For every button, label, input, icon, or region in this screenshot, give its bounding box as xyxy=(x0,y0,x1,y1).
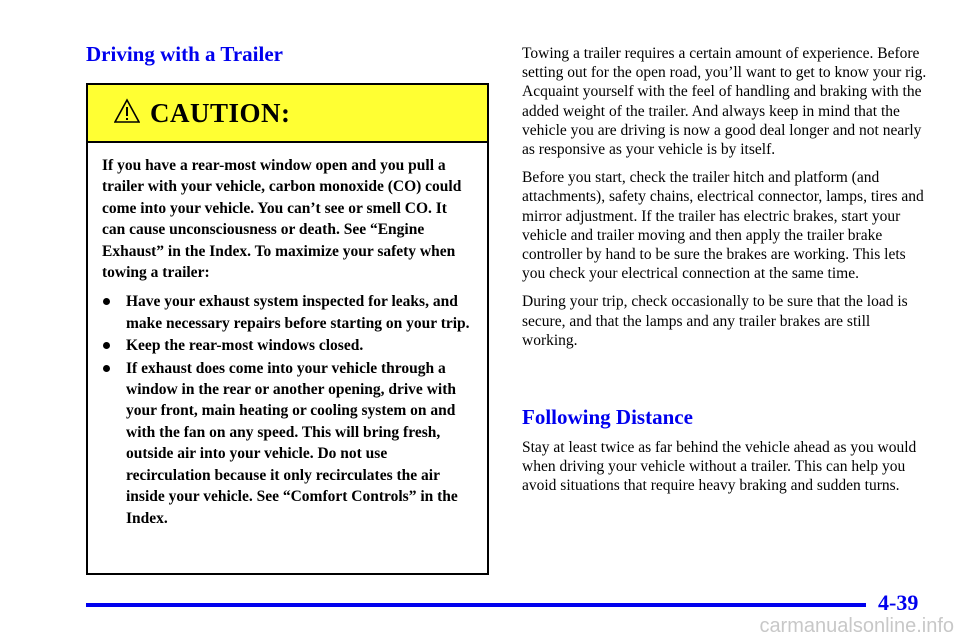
following-distance-title: Following Distance xyxy=(522,405,693,429)
warning-triangle-icon xyxy=(114,98,140,124)
list-item xyxy=(102,291,473,334)
watermark: carmanualsonline.info xyxy=(759,615,954,637)
caution-body xyxy=(88,143,487,529)
bullet-dot-icon xyxy=(103,298,110,305)
footer-rule xyxy=(86,603,866,607)
bullet-text: If exhaust does come into your vehicle through a window in the rear or another opening, drive with your front, main heating or cooling system on and with the fan on any speed. This will bring fresh, outside air into your vehicle. Do not use recirculation because it only recirculates the air inside your vehicle. See “Comfort Controls” in the Index. xyxy=(126,359,458,527)
following-distance-text: Stay at least twice as far behind the vehicle ahead as you would when driving your vehicle without a trailer. This can help you avoid situations that require heavy braking and sudden turns. xyxy=(522,439,917,495)
bullet-text: Have your exhaust system inspected for leaks, and make necessary repairs before starting on your trip. xyxy=(126,293,470,332)
list-item xyxy=(102,335,473,356)
bullet-text: Keep the rear-most windows closed. xyxy=(126,337,364,355)
caution-header xyxy=(88,85,487,143)
section-title: Driving with a Trailer xyxy=(86,42,283,66)
caution-bullet-list xyxy=(102,291,473,528)
page-number: 4-39 xyxy=(878,590,919,615)
paragraph: Towing a trailer requires a certain amount of experience. Before setting out for the open road, you’ll want to get to know your rig. Acquaint yourself with the feel of handling and braking with the added weight of the trailer. And always keep in mind that the vehicle you are driving is now a good deal longer and not nearly as responsive as your vehicle is by itself. xyxy=(522,45,927,159)
caution-box xyxy=(86,83,489,575)
bullet-dot-icon xyxy=(103,365,110,372)
paragraph: Before you start, check the trailer hitch and platform (and attachments), safety chains, electrical connector, lamps, tires and mirror adjustment. If the trailer has electric brakes, start your vehicle and trailer moving and then apply the trailer brake controller by hand to be sure the brakes are working. This lets you check your electrical connection at the same time. xyxy=(522,169,924,283)
paragraph: During your trip, check occasionally to be sure that the load is secure, and that the lamps and any trailer brakes are still working. xyxy=(522,293,908,349)
caution-title: CAUTION: xyxy=(150,97,291,128)
caution-intro: If you have a rear-most window open and you pull a trailer with your vehicle, carbon monoxide (CO) could come into your vehicle. You can’t see or smell CO. It can cause unconsciousness or death. See “Engine Exhaust” in the Index. To maximize your safety when towing a trailer: xyxy=(102,157,462,282)
bullet-dot-icon xyxy=(103,342,110,349)
right-column xyxy=(522,44,928,359)
list-item xyxy=(102,358,473,529)
